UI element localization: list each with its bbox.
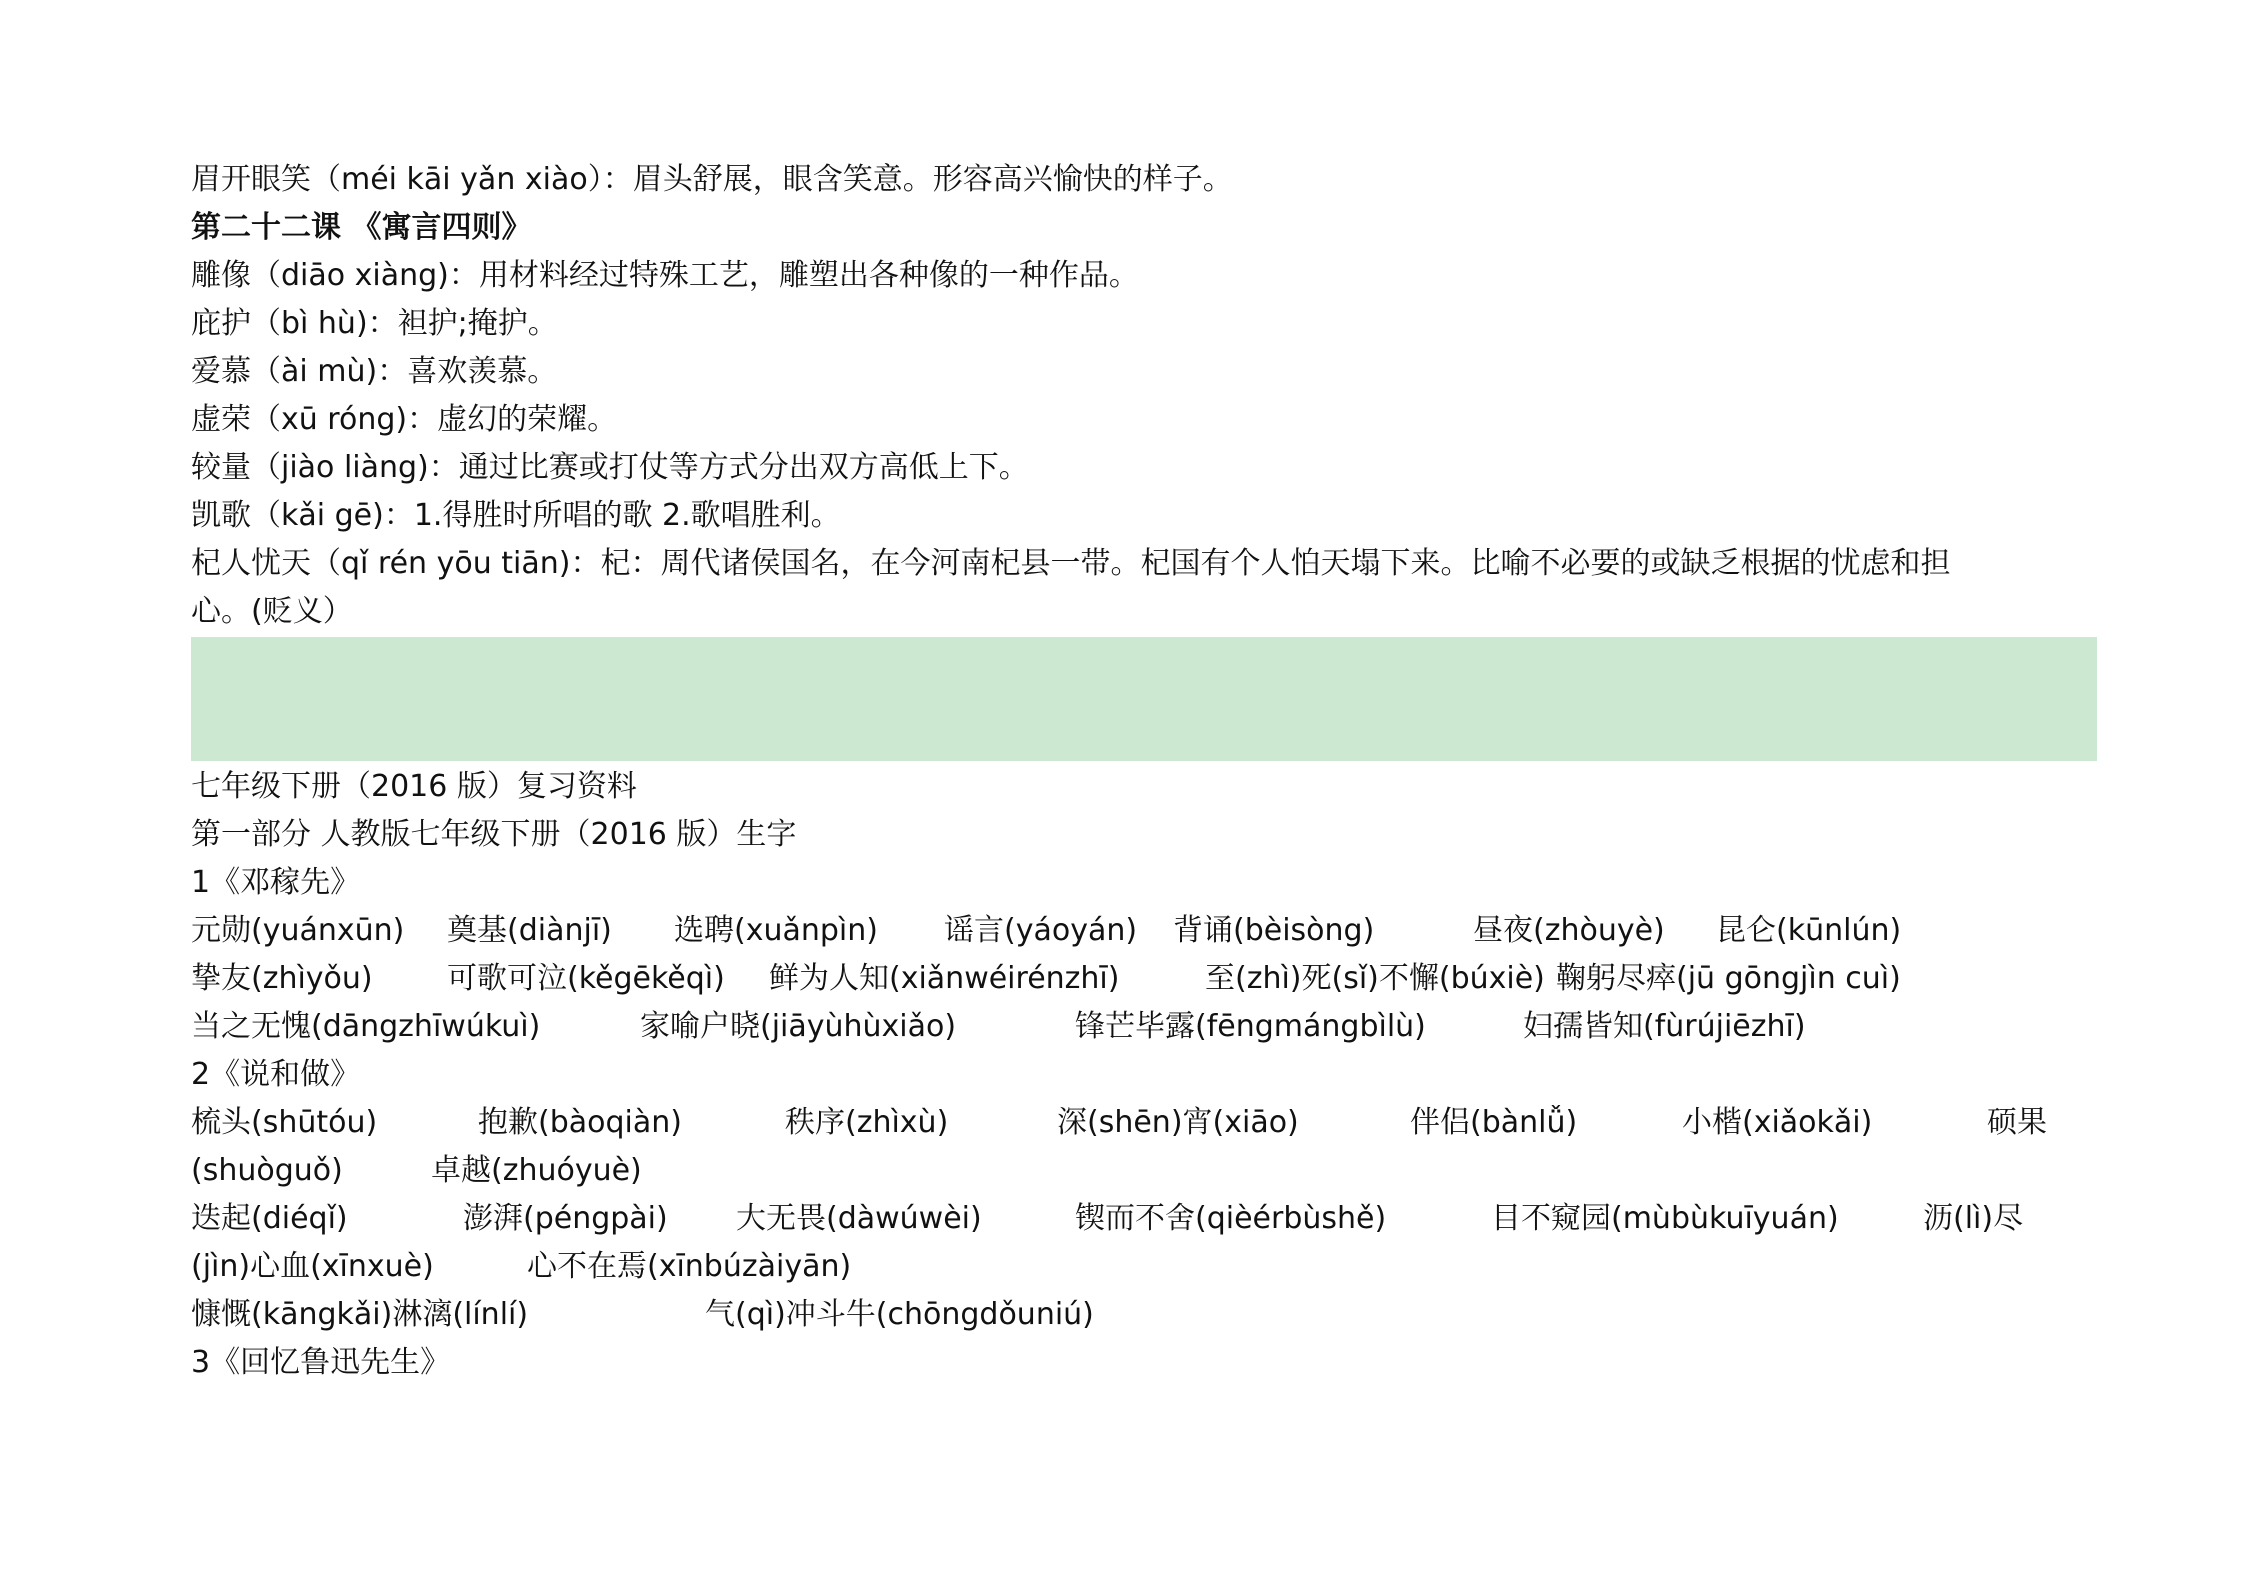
word-item: 慷慨(kāngkǎi)淋漓(línlí) (191, 1297, 529, 1332)
vocab-line: 爱慕（ài mù)：喜欢羡慕。 (191, 354, 558, 389)
vocab-line: 较量（jiào liàng)：通过比赛或打仗等方式分出双方高低上下。 (191, 450, 1029, 485)
word-item: 梳头(shūtóu) (191, 1105, 378, 1140)
word-item: (jìn)心血(xīnxuè) (191, 1249, 434, 1284)
word-row (191, 907, 2097, 955)
word-item: 深(shēn)宵(xiāo) (1057, 1105, 1299, 1140)
word-item: 鲜为人知(xiǎnwéirénzhī) (769, 961, 1120, 996)
word-row (191, 1243, 2097, 1291)
vocab-line: 杞人忧天（qǐ rén yōu tiān)：杞：周代诸侯国名，在今河南杞县一带。杞国有个人怕天塌下来。比喻不必要的或缺乏根据的忧虑和担 (191, 546, 1951, 581)
word-item: 妇孺皆知(fùrújiēzhī) (1523, 1009, 1806, 1044)
vocab-line-continuation: 心。(贬义） (191, 594, 353, 629)
word-item: 鞠躬尽瘁(jū gōngjìn cuì) (1556, 961, 1901, 996)
document-title: 七年级下册（2016 版）复习资料 (191, 769, 637, 804)
word-item: 元勋(yuánxūn) (191, 913, 405, 948)
lesson-2-heading: 2《说和做》 (191, 1057, 361, 1092)
word-item: 锲而不舍(qièérbùshě) (1075, 1201, 1387, 1236)
word-item: 挚友(zhìyǒu) (191, 961, 373, 996)
vocab-line: 庇护（bì hù)：袒护;掩护。 (191, 306, 558, 341)
word-item: 选聘(xuǎnpìn) (674, 913, 878, 948)
word-row (191, 1195, 2097, 1243)
highlight-band (191, 637, 2097, 761)
word-item: 谣言(yáoyán) (944, 913, 1138, 948)
part-heading: 第一部分 人教版七年级下册（2016 版）生字 (191, 817, 797, 852)
word-item: 目不窥园(mùbùkuīyuán) (1491, 1201, 1839, 1236)
word-row (191, 1147, 2097, 1195)
word-item: 伴侣(bànlǚ) (1410, 1105, 1578, 1140)
lesson-1-heading: 1《邓稼先》 (191, 865, 361, 900)
word-item: 背诵(bèisòng) (1173, 913, 1375, 948)
word-item: 心不在焉(xīnbúzàiyān) (527, 1249, 852, 1284)
word-item: 奠基(diànjī) (447, 913, 612, 948)
word-item: 锋芒毕露(fēngmángbìlù) (1075, 1009, 1426, 1044)
word-item: 迭起(diéqǐ) (191, 1201, 348, 1236)
word-item: 小楷(xiǎokǎi) (1682, 1105, 1873, 1140)
word-item: 气(qì)冲斗牛(chōngdǒuniú) (705, 1297, 1094, 1332)
word-item: 昆仑(kūnlún) (1716, 913, 1902, 948)
document-content (191, 156, 2097, 1387)
word-item: 可歌可泣(kěgēkěqì) (447, 961, 725, 996)
word-item: 秩序(zhìxù) (785, 1105, 949, 1140)
word-row (191, 955, 2097, 1003)
word-item: 大无畏(dàwúwèi) (736, 1201, 982, 1236)
word-item: 当之无愧(dāngzhīwúkuì) (191, 1009, 541, 1044)
vocab-line: 凯歌（kǎi gē)：1.得胜时所唱的歌 2.歌唱胜利。 (191, 498, 841, 533)
word-row (191, 1099, 2097, 1147)
word-row (191, 1291, 2097, 1339)
word-item: 卓越(zhuóyuè) (431, 1153, 642, 1188)
word-item: 抱歉(bàoqiàn) (478, 1105, 682, 1140)
word-item: (shuòguǒ) (191, 1153, 343, 1188)
vocab-line: 眉开眼笑（méi kāi yǎn xiào）：眉头舒展，眼含笑意。形容高兴愉快的样子。 (191, 162, 1233, 197)
lesson-heading: 第二十二课 《寓言四则》 (191, 210, 532, 245)
word-item: 昼夜(zhòuyè) (1473, 913, 1665, 948)
lesson-3-heading: 3《回忆鲁迅先生》 (191, 1345, 451, 1380)
word-item: 沥(lì)尽 (1923, 1201, 2024, 1236)
word-item: 澎湃(péngpài) (463, 1201, 668, 1236)
vocab-line: 雕像（diāo xiàng)：用材料经过特殊工艺，雕塑出各种像的一种作品。 (191, 258, 1139, 293)
vocab-line: 虚荣（xū róng)：虚幻的荣耀。 (191, 402, 618, 437)
word-item: 至(zhì)死(sǐ)不懈(búxiè) (1205, 961, 1545, 996)
word-item: 硕果 (1987, 1105, 2047, 1140)
word-item: 家喻户晓(jiāyùhùxiǎo) (640, 1009, 957, 1044)
word-row (191, 1003, 2097, 1051)
